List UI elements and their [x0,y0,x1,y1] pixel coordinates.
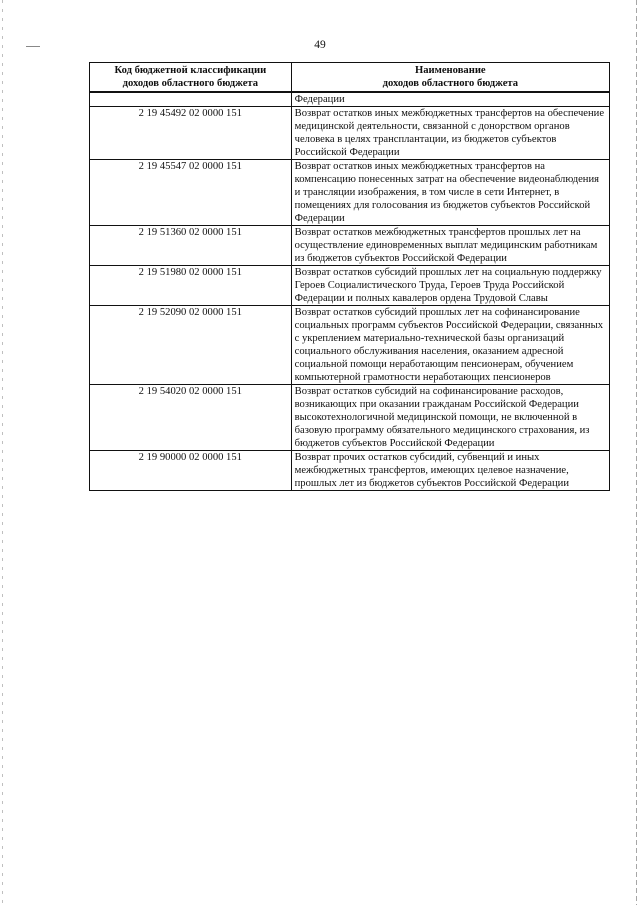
header-name-line: доходов областного бюджета [382,78,519,89]
name-cell: Возврат остатков иных межбюджетных трансфертов на компенсацию понесенных затрат на обеспечение видеонаблюдения и трансляции изображения, в том числе в сети Интернет, в помещениях для голосования из бюджетов субъектов Российской Федерации [291,160,609,226]
table-row [90,107,610,160]
name-cell: Федерации [291,92,609,107]
code-cell [90,92,292,107]
table-row [90,226,610,266]
page-number: 49 [314,39,326,51]
header-code-line: Код бюджетной классификации [114,65,267,76]
budget-classification-table [89,62,610,491]
code-cell: 2 19 51980 02 0000 151 [90,266,292,306]
table-row [90,451,610,491]
scan-edge-right [636,0,637,905]
name-cell: Возврат остатков межбюджетных трансфертов прошлых лет на осуществление единовременных выплат медицинским работникам из бюджетов субъектов Российской Федерации [291,226,609,266]
table-header-row [90,63,610,93]
code-cell: 2 19 54020 02 0000 151 [90,385,292,451]
code-cell: 2 19 52090 02 0000 151 [90,306,292,385]
scan-edge-left [2,0,3,905]
table-row [90,266,610,306]
header-name [291,63,609,93]
code-cell: 2 19 51360 02 0000 151 [90,226,292,266]
name-cell: Возврат остатков субсидий прошлых лет на социальную поддержку Героев Социалистического Труда, Героев Труда Российской Федерации и полных кавалеров ордена Трудовой Славы [291,266,609,306]
code-cell: 2 19 90000 02 0000 151 [90,451,292,491]
table-row [90,306,610,385]
name-cell: Возврат остатков иных межбюджетных трансфертов на обеспечение медицинской деятельности, связанной с донорством органов человека в целях трансплантации, из бюджетов субъектов Российской Федерации [291,107,609,160]
header-code-line: доходов областного бюджета [122,78,259,89]
header-name-line: Наименование [415,65,486,76]
header-code [90,63,292,93]
table-row [90,160,610,226]
code-cell: 2 19 45547 02 0000 151 [90,160,292,226]
table-row [90,385,610,451]
name-cell: Возврат остатков субсидий прошлых лет на софинансирование социальных программ субъектов Российской Федерации, связанных с укреплением материально-технической базы организаций социального обслуживания населения, оказанием адресной социальной помощи неработающим пенсионерам, обучением компьютерной грамотности неработающих пенсионеров [291,306,609,385]
name-cell: Возврат остатков субсидий на софинансирование расходов, возникающих при оказании гражданам Российской Федерации высокотехнологичной медицинской помощи, не включенной в базовую программу обязательного медицинского страхования, из бюджетов субъектов Российской Федерации [291,385,609,451]
code-cell: 2 19 45492 02 0000 151 [90,107,292,160]
table-row [90,92,610,107]
name-cell: Возврат прочих остатков субсидий, субвенций и иных межбюджетных трансфертов, имеющих целевое назначение, прошлых лет из бюджетов субъектов Российской Федерации [291,451,609,491]
